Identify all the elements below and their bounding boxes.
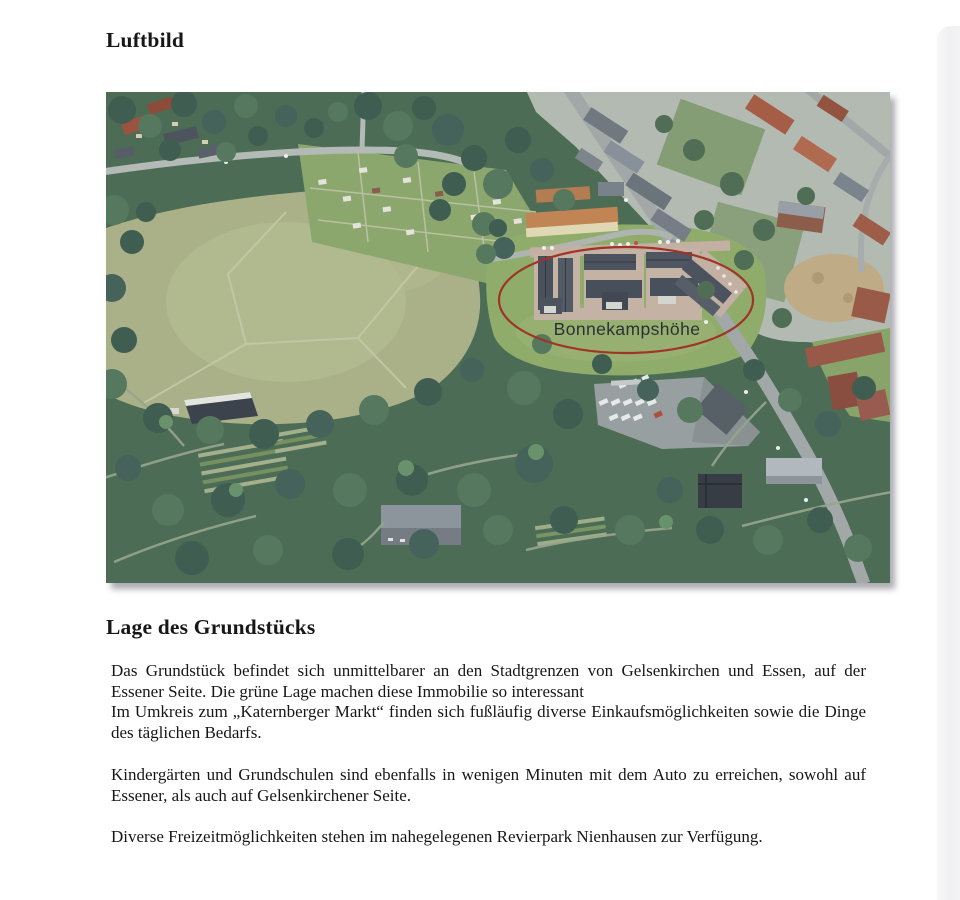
paragraph-location-1: Das Grundstück befindet sich unmittelbarer an den Stadtgrenzen von Gelsenkirchen und Essen, auf der Essener Seite. Die grüne Lage machen diese Immobilie so interessant: [111, 661, 866, 701]
paragraph-leisure: Diverse Freizeitmöglichkeiten stehen im nahegelegenen Revierpark Nienhausen zur Verfügung.: [111, 827, 763, 847]
section-title-lage: Lage des Grundstücks: [106, 615, 316, 639]
aerial-photo-graphic: [106, 92, 890, 583]
body-text: [111, 661, 866, 848]
paragraph-schools: Kindergärten und Grundschulen sind ebenfalls in wenigen Minuten mit dem Auto zu erreichen, sowohl auf Essener, als auch auf Gelsenkirchener Seite.: [111, 764, 866, 805]
paragraph-location-2: Im Umkreis zum „Katernberger Markt“ finden sich fußläufig diverse Einkaufsmöglichkeiten sowie die Dinge des täglichen Bedarfs.: [111, 702, 866, 743]
page-edge-strip: [937, 26, 960, 900]
aerial-annotation-label: Bonnekampshöhe: [553, 319, 701, 339]
section-title-luftbild: Luftbild: [106, 28, 185, 52]
aerial-photo: [106, 92, 890, 583]
